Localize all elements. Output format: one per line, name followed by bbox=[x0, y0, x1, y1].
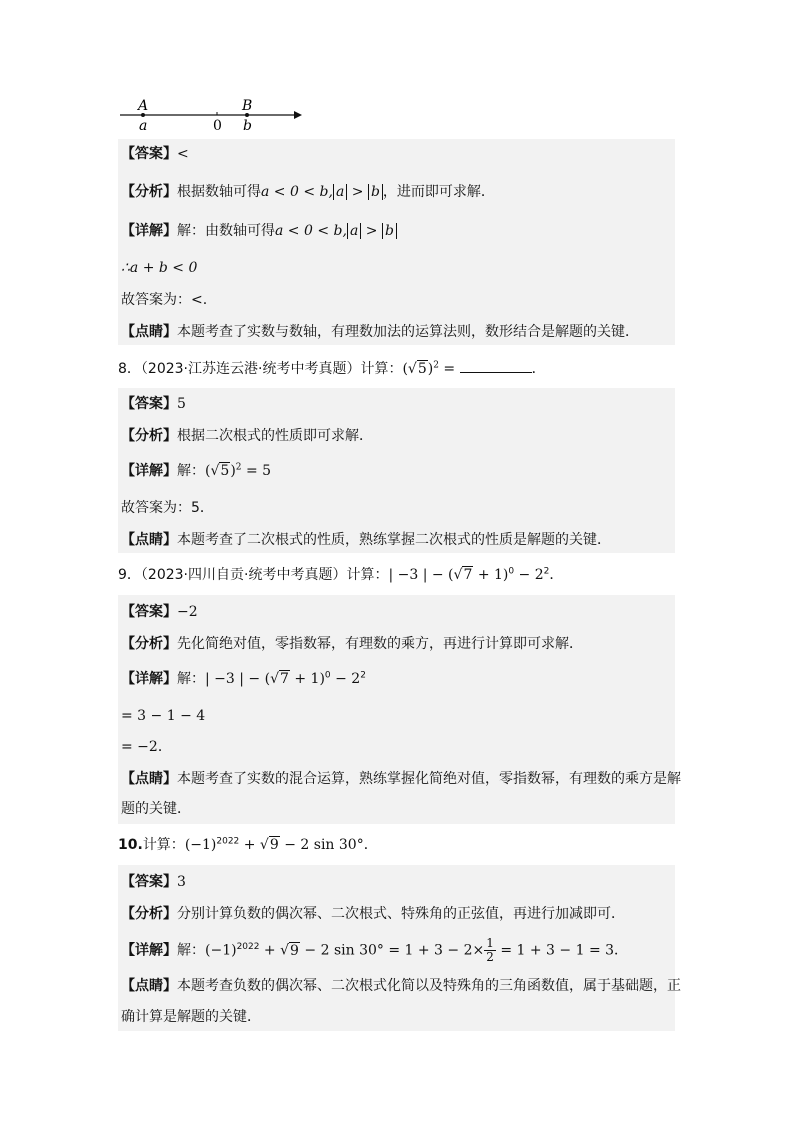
q10-analysis: 【分析】分别计算负数的偶次幂、二次根式、特殊角的正弦值，再进行加减即可． bbox=[121, 906, 625, 922]
q10-comment-cont: 确计算是解题的关键． bbox=[121, 1009, 261, 1025]
q7-detail: 【详解】解：由数轴可得a < 0 < b, a > b bbox=[121, 222, 397, 240]
q7-solution-block bbox=[118, 139, 675, 345]
number-line-arrow bbox=[294, 111, 302, 119]
q9-comment-cont: 题的关键． bbox=[121, 801, 191, 817]
q9-analysis: 【分析】先化简绝对值，零指数幂，有理数的乘方，再进行计算即可求解． bbox=[121, 636, 583, 652]
q7-conclusion: 故答案为：<. bbox=[121, 292, 208, 308]
q10-answer: 【答案】3 bbox=[121, 874, 186, 890]
q7-step1: ∴a + b < 0 bbox=[121, 260, 198, 276]
q7-answer: 【答案】< bbox=[121, 146, 189, 162]
q8-conclusion: 故答案为：5． bbox=[121, 500, 214, 516]
q8-analysis: 【分析】根据二次根式的性质即可求解． bbox=[121, 428, 373, 444]
q8-detail: 【详解】解：$(√5)^2 = 5$ bbox=[121, 462, 272, 479]
q8-question: 8．（2023·江苏连云港·统考中考真题）计算：$(√5)^2$ = ． bbox=[118, 360, 546, 377]
q10-comment: 【点睛】本题考查负数的偶次幂、二次根式化简以及特殊角的三角函数值，属于基础题，正 bbox=[121, 978, 681, 994]
q7-analysis: 【分析】根据数轴可得a < 0 < b, a > b ，进而即可求解． bbox=[121, 184, 495, 200]
zero-label: 0 bbox=[213, 118, 222, 134]
q9-comment: 【点睛】本题考查了实数的混合运算，熟练掌握化简绝对值，零指数幂，有理数的乘方是解 bbox=[121, 771, 681, 787]
point-a-label: A bbox=[138, 98, 149, 114]
a-variable: a bbox=[139, 118, 148, 134]
q9-step1: = 3 − 1 − 4 bbox=[121, 708, 206, 724]
point-b-label: B bbox=[242, 98, 253, 114]
b-variable: b bbox=[243, 118, 252, 134]
q7-comment: 【点睛】本题考查了实数与数轴，有理数加法的运算法则，数形结合是解题的关键． bbox=[121, 324, 639, 340]
number-line-figure bbox=[116, 96, 306, 136]
q8-answer-blank bbox=[460, 359, 532, 373]
q9-detail: 【详解】解：| −3 | − $(√7 + 1)^0 - 2^2$ bbox=[121, 670, 366, 687]
q9-answer: 【答案】−2 bbox=[121, 604, 198, 620]
q9-step2: = −2． bbox=[121, 739, 172, 755]
q10-question: 10.计算：$(-1)^{2022} + √9 - 2$ sin 30°． bbox=[118, 836, 378, 853]
one-half-fraction: $\frac{1}{2}$ bbox=[486, 936, 494, 964]
q10-detail: 【详解】解：$(-1)^{2022} + √9 - 2$ sin 30° = 1 + 3 − 2× $\frac{1}{2}$ = 1 + 3 − 1 = 3． bbox=[121, 936, 629, 964]
q8-comment: 【点睛】本题考查了二次根式的性质，熟练掌握二次根式的性质是解题的关键． bbox=[121, 532, 611, 548]
q8-answer: 【答案】5 bbox=[121, 396, 186, 412]
q9-question: 9．（2023·四川自贡·统考中考真题）计算：| −3 | − $(√7 + 1)^0 - 2^2$． bbox=[118, 566, 564, 583]
